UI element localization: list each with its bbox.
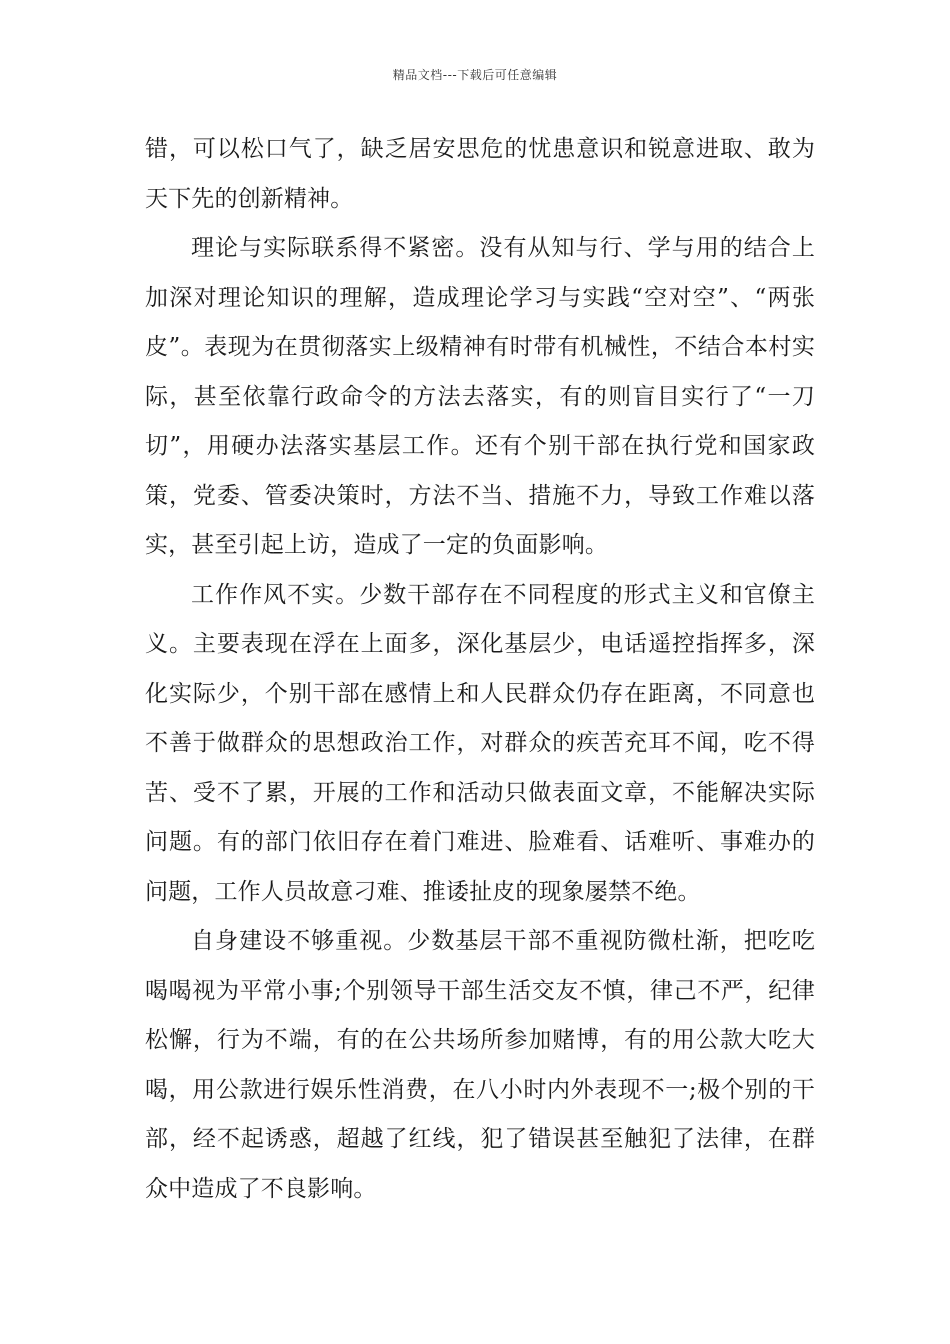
document-body (145, 125, 815, 1214)
paragraph-theory-practice: 理论与实际联系得不紧密。没有从知与行、学与用的结合上加深对理论知识的理解，造成理论学习与实践“空对空”、“两张皮”。表现为在贯彻落实上级精神有时带有机械性，不结合本村实际，甚至依靠行政命令的方法去落实，有的则盲目实行了“一刀切”，用硬办法落实基层工作。还有个别干部在执行党和国家政策，党委、管委决策时，方法不当、措施不力，导致工作难以落实，甚至引起上访，造成了一定的负面影响。 (145, 235, 815, 558)
paragraph-self-construction: 自身建设不够重视。少数基层干部不重视防微杜渐，把吃吃喝喝视为平常小事;个别领导干部生活交友不慎，律己不严，纪律松懈，行为不端，有的在公共场所参加赌博，有的用公款大吃大喝，用公款进行娱乐性消费，在八小时内外表现不一;极个别的干部，经不起诱惑，超越了红线，犯了错误甚至触犯了法律，在群众中造成了不良影响。 (145, 928, 815, 1202)
paragraph-continuation: 错，可以松口气了，缺乏居安思危的忧患意识和锐意进取、敢为天下先的创新精神。 (145, 136, 815, 212)
page-header: 精品文档---下载后可任意编辑 (392, 68, 558, 82)
paragraph-work-style: 工作作风不实。少数干部存在不同程度的形式主义和官僚主义。主要表现在浮在上面多，深化基层少，电话遥控指挥多，深化实际少，个别干部在感情上和人民群众仍存在距离，不同意也不善于做群众的思想政治工作，对群众的疾苦充耳不闻，吃不得苦、受不了累，开展的工作和活动只做表面文章，不能解决实际问题。有的部门依旧存在着门难进、脸难看、话难听、事难办的问题，工作人员故意刁难、推诿扯皮的现象屡禁不绝。 (145, 581, 815, 905)
